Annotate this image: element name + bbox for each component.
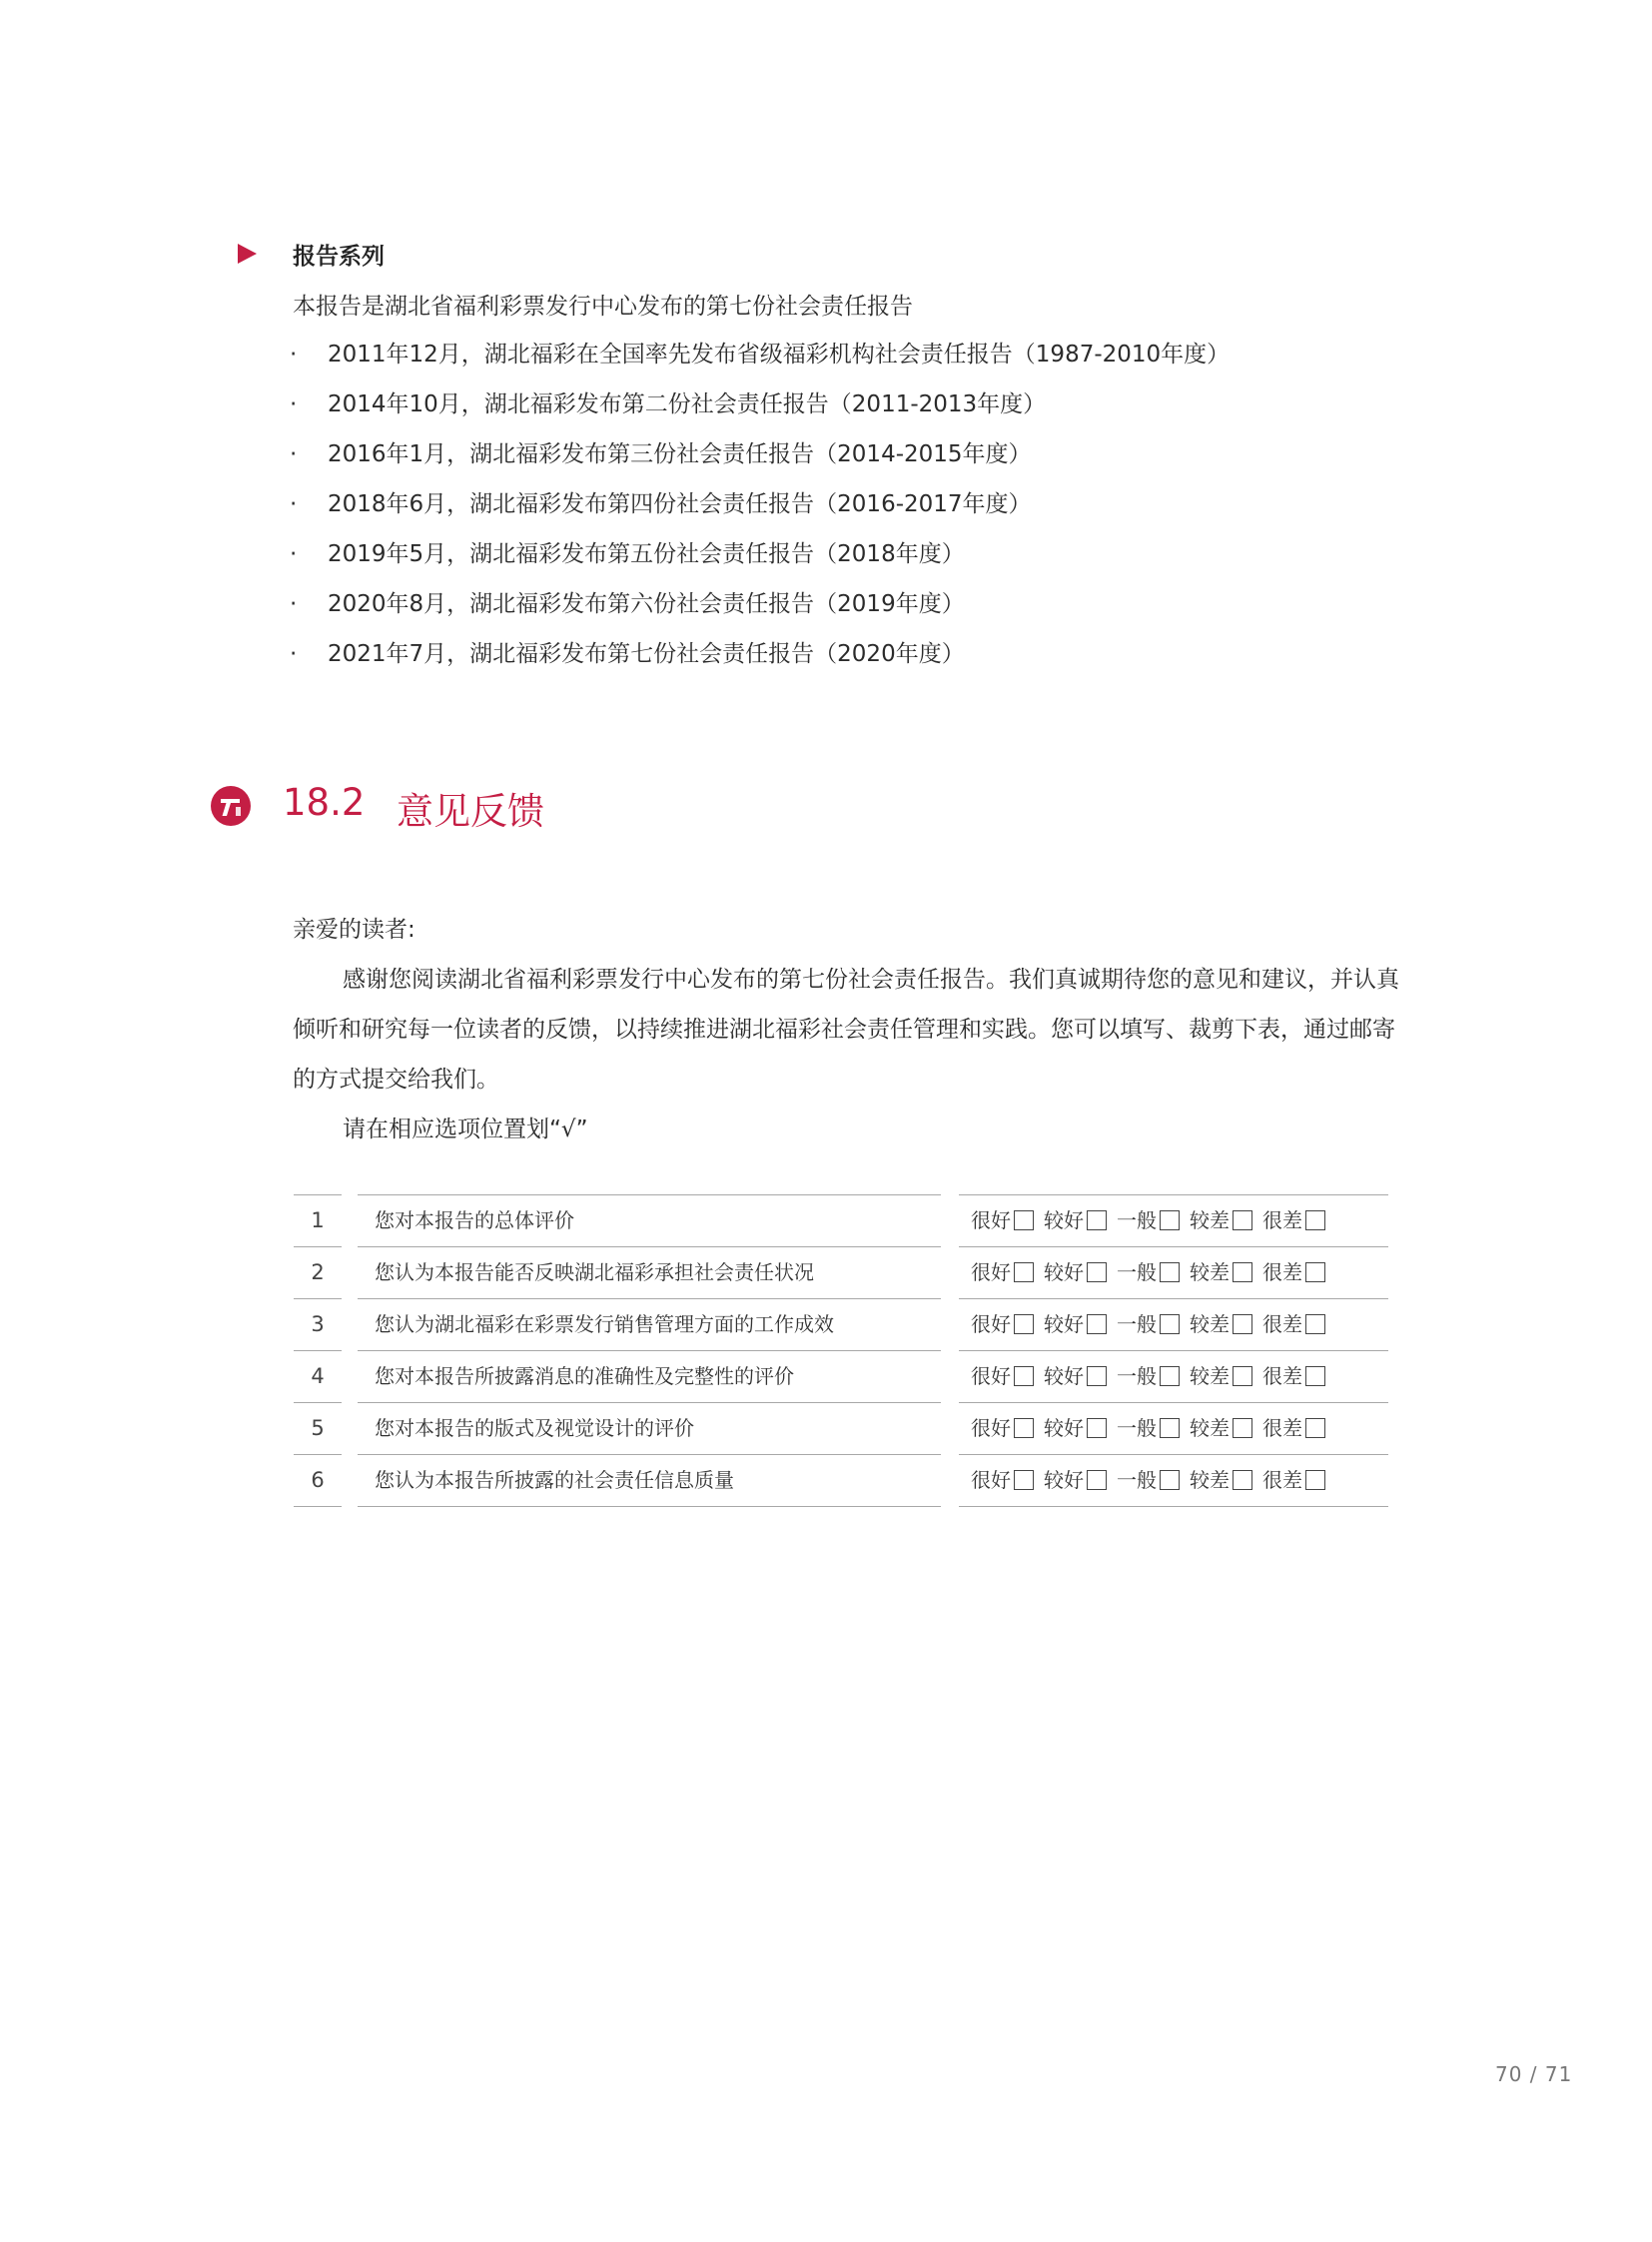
section-title: 意见反馈 (397, 790, 544, 833)
row-number: 4 (294, 1350, 342, 1401)
rating-option-label: 一般 (1117, 1364, 1157, 1388)
rating-option[interactable] (1044, 1403, 1107, 1453)
checkbox-icon[interactable] (1305, 1418, 1325, 1438)
rating-option[interactable] (1190, 1351, 1252, 1401)
rating-option[interactable] (971, 1351, 1034, 1401)
rating-option-label: 很差 (1262, 1416, 1302, 1440)
rating-option[interactable] (1044, 1351, 1107, 1401)
checkbox-icon[interactable] (1014, 1366, 1034, 1386)
rating-option[interactable] (971, 1195, 1034, 1245)
list-item-text: 2011年12月，湖北福彩在全国率先发布省级福彩机构社会责任报告（1987-2010年度） (328, 342, 1231, 368)
checkbox-icon[interactable] (1160, 1366, 1180, 1386)
rating-option[interactable] (1190, 1403, 1252, 1453)
rating-options (959, 1298, 1388, 1348)
checkbox-icon[interactable] (1305, 1366, 1325, 1386)
checkbox-icon[interactable] (1305, 1470, 1325, 1490)
checkbox-icon[interactable] (1014, 1418, 1034, 1438)
table-bottom-rule (294, 1506, 1388, 1508)
rating-option[interactable] (1262, 1299, 1325, 1349)
rating-option-label: 较好 (1044, 1208, 1084, 1232)
rating-option[interactable] (1117, 1247, 1180, 1297)
bullet: · (290, 591, 298, 617)
checkbox-icon[interactable] (1087, 1262, 1107, 1282)
table-row (294, 1402, 1388, 1454)
rating-option-label: 很好 (971, 1312, 1011, 1336)
list-item (290, 337, 1230, 386)
rating-option[interactable] (1044, 1195, 1107, 1245)
rating-option[interactable] (1190, 1247, 1252, 1297)
rating-option-label: 很好 (971, 1416, 1011, 1440)
checkbox-icon[interactable] (1160, 1470, 1180, 1490)
checkbox-icon[interactable] (1305, 1314, 1325, 1334)
rating-option-label: 很好 (971, 1260, 1011, 1284)
bullet: · (290, 491, 298, 517)
rating-option[interactable] (1190, 1455, 1252, 1505)
rating-option-label: 较差 (1190, 1312, 1230, 1336)
list-item-text: 2020年8月，湖北福彩发布第六份社会责任报告（2019年度） (328, 591, 965, 617)
checkbox-icon[interactable] (1014, 1210, 1034, 1230)
checkbox-icon[interactable] (1160, 1262, 1180, 1282)
bullet: · (290, 541, 298, 567)
page-number: 70 / 71 (1495, 2062, 1573, 2086)
rating-option-label: 一般 (1117, 1260, 1157, 1284)
rating-option[interactable] (1117, 1195, 1180, 1245)
table-row (294, 1350, 1388, 1402)
row-number: 5 (294, 1402, 342, 1453)
rating-option-label: 一般 (1117, 1208, 1157, 1232)
lottery-logo-icon (210, 785, 252, 827)
question-text: 您认为湖北福彩在彩票发行销售管理方面的工作成效 (358, 1298, 941, 1348)
divider (358, 1506, 941, 1507)
checkbox-icon[interactable] (1233, 1366, 1252, 1386)
question-text: 您对本报告所披露消息的准确性及完整性的评价 (358, 1350, 941, 1400)
rating-option-label: 较好 (1044, 1468, 1084, 1492)
rating-option[interactable] (1262, 1247, 1325, 1297)
list-item (290, 386, 1230, 436)
rating-option-label: 较差 (1190, 1468, 1230, 1492)
table-row (294, 1194, 1388, 1246)
list-item-text: 2016年1月，湖北福彩发布第三份社会责任报告（2014-2015年度） (328, 441, 1032, 467)
list-item (290, 436, 1230, 486)
checkbox-icon[interactable] (1160, 1210, 1180, 1230)
rating-option-label: 很好 (971, 1208, 1011, 1232)
feedback-table (294, 1194, 1388, 1508)
list-item (290, 636, 1230, 686)
rating-option[interactable] (1117, 1299, 1180, 1349)
rating-option[interactable] (971, 1403, 1034, 1453)
rating-option-label: 很差 (1262, 1364, 1302, 1388)
row-number: 3 (294, 1298, 342, 1349)
list-item-text: 2018年6月，湖北福彩发布第四份社会责任报告（2016-2017年度） (328, 491, 1032, 517)
section-number: 18.2 (283, 781, 366, 824)
checkbox-icon[interactable] (1087, 1470, 1107, 1490)
rating-option-label: 很好 (971, 1468, 1011, 1492)
checkbox-icon[interactable] (1014, 1470, 1034, 1490)
rating-options (959, 1350, 1388, 1400)
rating-option[interactable] (1190, 1195, 1252, 1245)
bullet: · (290, 342, 298, 368)
list-item (290, 536, 1230, 586)
checkbox-icon[interactable] (1087, 1210, 1107, 1230)
checkbox-icon[interactable] (1305, 1210, 1325, 1230)
question-text: 您认为本报告所披露的社会责任信息质量 (358, 1454, 941, 1504)
rating-options (959, 1246, 1388, 1296)
checkbox-icon[interactable] (1233, 1210, 1252, 1230)
rating-option-label: 一般 (1117, 1312, 1157, 1336)
checkbox-icon[interactable] (1233, 1314, 1252, 1334)
series-title: 报告系列 (293, 244, 385, 270)
list-item-text: 2019年5月，湖北福彩发布第五份社会责任报告（2018年度） (328, 541, 965, 567)
rating-option[interactable] (971, 1299, 1034, 1349)
question-text: 您对本报告的版式及视觉设计的评价 (358, 1402, 941, 1452)
rating-option[interactable] (1117, 1403, 1180, 1453)
rating-option[interactable] (971, 1247, 1034, 1297)
rating-option-label: 较差 (1190, 1208, 1230, 1232)
checkbox-icon[interactable] (1233, 1470, 1252, 1490)
list-item-text: 2021年7月，湖北福彩发布第七份社会责任报告（2020年度） (328, 641, 965, 667)
checkbox-icon[interactable] (1160, 1418, 1180, 1438)
checkbox-icon[interactable] (1305, 1262, 1325, 1282)
bullet: · (290, 641, 298, 667)
letter-instruction: 请在相应选项位置划“√” (343, 1117, 588, 1142)
rating-options (959, 1454, 1388, 1504)
triangle-right-icon (238, 244, 257, 264)
bullet: · (290, 441, 298, 467)
rating-option-label: 很差 (1262, 1260, 1302, 1284)
row-number: 6 (294, 1454, 342, 1505)
checkbox-icon[interactable] (1233, 1262, 1252, 1282)
checkbox-icon[interactable] (1160, 1314, 1180, 1334)
divider (294, 1506, 342, 1507)
rating-option-label: 很差 (1262, 1208, 1302, 1232)
rating-option-label: 较差 (1190, 1416, 1230, 1440)
divider (959, 1506, 1388, 1507)
table-row (294, 1298, 1388, 1350)
row-number: 2 (294, 1246, 342, 1297)
series-list (290, 337, 1230, 686)
table-row (294, 1246, 1388, 1298)
rating-option[interactable] (1044, 1299, 1107, 1349)
question-text: 您认为本报告能否反映湖北福彩承担社会责任状况 (358, 1246, 941, 1296)
checkbox-icon[interactable] (1087, 1366, 1107, 1386)
rating-option[interactable] (1262, 1351, 1325, 1401)
list-item (290, 586, 1230, 636)
rating-option[interactable] (1262, 1455, 1325, 1505)
rating-option[interactable] (1262, 1403, 1325, 1453)
row-number: 1 (294, 1194, 342, 1245)
rating-option-label: 很差 (1262, 1312, 1302, 1336)
list-item (290, 486, 1230, 536)
letter-greeting: 亲爱的读者: (293, 917, 415, 943)
rating-option-label: 较好 (1044, 1364, 1084, 1388)
rating-option-label: 很差 (1262, 1468, 1302, 1492)
rating-option-label: 较差 (1190, 1364, 1230, 1388)
checkbox-icon[interactable] (1233, 1418, 1252, 1438)
rating-option-label: 很好 (971, 1364, 1011, 1388)
table-row (294, 1454, 1388, 1506)
rating-option-label: 一般 (1117, 1416, 1157, 1440)
letter-body: 感谢您阅读湖北省福利彩票发行中心发布的第七份社会责任报告。我们真诚期待您的意见和建议，并认真倾听和研究每一位读者的反馈，以持续推进湖北福彩社会责任管理和实践。您可以填写、裁剪下表，通过邮寄的方式提交给我们。 (293, 967, 1399, 1093)
rating-option[interactable] (1190, 1299, 1252, 1349)
rating-options (959, 1194, 1388, 1244)
list-item-text: 2014年10月，湖北福彩发布第二份社会责任报告（2011-2013年度） (328, 391, 1047, 417)
series-intro: 本报告是湖北省福利彩票发行中心发布的第七份社会责任报告 (293, 294, 913, 320)
checkbox-icon[interactable] (1014, 1262, 1034, 1282)
rating-option[interactable] (971, 1455, 1034, 1505)
rating-option-label: 较差 (1190, 1260, 1230, 1284)
rating-option[interactable] (1117, 1351, 1180, 1401)
checkbox-icon[interactable] (1014, 1314, 1034, 1334)
rating-options (959, 1402, 1388, 1452)
feedback-letter (293, 905, 1401, 1154)
rating-option[interactable] (1117, 1455, 1180, 1505)
rating-option-label: 较好 (1044, 1416, 1084, 1440)
checkbox-icon[interactable] (1087, 1314, 1107, 1334)
rating-option-label: 一般 (1117, 1468, 1157, 1492)
bullet: · (290, 391, 298, 417)
rating-option-label: 较好 (1044, 1312, 1084, 1336)
question-text: 您对本报告的总体评价 (358, 1194, 941, 1244)
rating-option-label: 较好 (1044, 1260, 1084, 1284)
rating-option[interactable] (1262, 1195, 1325, 1245)
checkbox-icon[interactable] (1087, 1418, 1107, 1438)
rating-option[interactable] (1044, 1247, 1107, 1297)
rating-option[interactable] (1044, 1455, 1107, 1505)
